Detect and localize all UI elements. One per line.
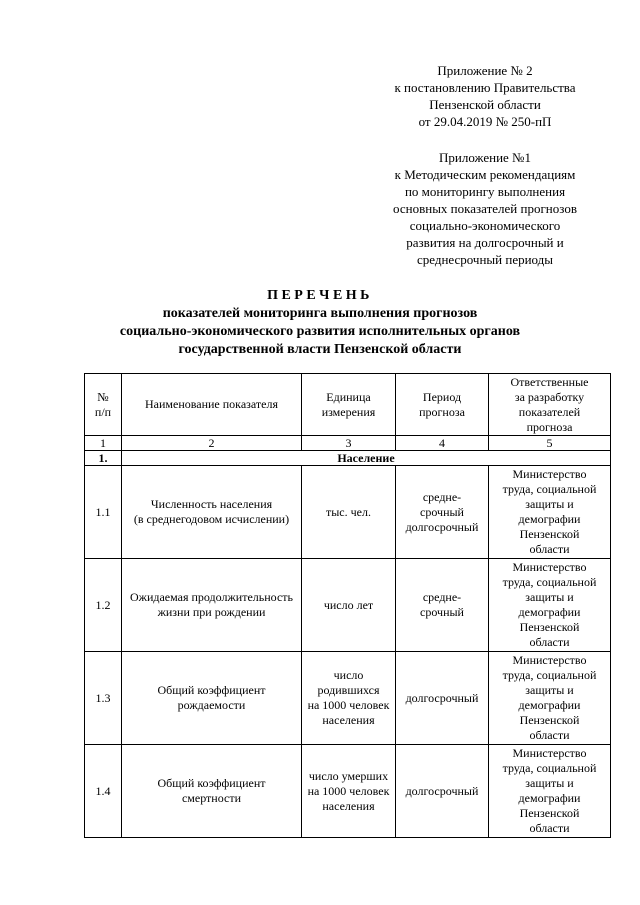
cell-line: труда, социальной bbox=[502, 575, 597, 589]
cell-line: Министерство bbox=[512, 746, 587, 760]
cell-line: прогноза bbox=[419, 404, 465, 419]
indicator-name-cell bbox=[122, 559, 302, 652]
cell-line: области bbox=[529, 821, 570, 835]
row-number-cell: 1.3 bbox=[85, 652, 122, 745]
period-cell bbox=[396, 652, 489, 745]
cell-line: на 1000 человек bbox=[307, 698, 390, 712]
column-number-cell: 1 bbox=[85, 436, 122, 451]
cell-line: долгосрочный bbox=[405, 783, 479, 798]
responsible-cell bbox=[489, 652, 611, 745]
cell-line: долгосрочный bbox=[405, 690, 479, 705]
cell-line: защиты и bbox=[525, 683, 574, 697]
appendix-1-line: к Методическим рекомендациям bbox=[394, 167, 576, 182]
cell-line: Ответственные bbox=[510, 374, 589, 389]
cell-line: № bbox=[97, 389, 109, 404]
cell-line: Пензенской bbox=[519, 806, 580, 820]
subtitle-line: государственной власти Пензенской области bbox=[178, 342, 462, 357]
table-row bbox=[85, 466, 611, 559]
cell-line: смертности bbox=[181, 791, 242, 805]
responsible-cell bbox=[489, 466, 611, 559]
header-cell-name bbox=[122, 374, 302, 436]
period-cell bbox=[396, 466, 489, 559]
cell-line: защиты и bbox=[525, 590, 574, 604]
cell-line: Министерство bbox=[512, 560, 587, 574]
table-body bbox=[85, 374, 611, 838]
table-row bbox=[85, 652, 611, 745]
cell-line: демографии bbox=[518, 605, 581, 619]
cell-line: родившихся bbox=[317, 683, 380, 697]
cell-line: Единица bbox=[326, 389, 371, 404]
cell-line: области bbox=[529, 635, 570, 649]
cell-line: защиты и bbox=[525, 776, 574, 790]
cell-line: области bbox=[529, 728, 570, 742]
cell-line: Период bbox=[422, 389, 462, 404]
cell-line: п/п bbox=[94, 404, 112, 419]
cell-line: Пензенской bbox=[519, 527, 580, 541]
cell-line: средне- bbox=[422, 489, 462, 504]
indicator-name-cell bbox=[122, 466, 302, 559]
indicators-table bbox=[84, 373, 611, 838]
cell-line: демографии bbox=[518, 698, 581, 712]
document-subtitle bbox=[0, 305, 640, 359]
header-cell-responsible bbox=[489, 374, 611, 436]
cell-line: Министерство bbox=[512, 653, 587, 667]
cell-line: Министерство bbox=[512, 467, 587, 481]
indicator-name-cell bbox=[122, 745, 302, 838]
cell-line: демографии bbox=[518, 791, 581, 805]
cell-line: долгосрочный bbox=[405, 519, 479, 534]
cell-line: срочный bbox=[420, 605, 464, 619]
cell-line: Численность населения bbox=[150, 497, 273, 511]
cell-line: число bbox=[333, 668, 364, 682]
unit-cell bbox=[302, 466, 396, 559]
cell-line: измерения bbox=[321, 404, 376, 419]
column-number-cell: 4 bbox=[396, 436, 489, 451]
cell-line: средне- bbox=[422, 590, 462, 604]
appendix-2-line: Пензенской области bbox=[429, 97, 541, 112]
cell-line: Пензенской bbox=[519, 713, 580, 727]
table-header-row bbox=[85, 374, 611, 436]
cell-line: труда, социальной bbox=[502, 482, 597, 496]
cell-line: (в среднегодовом исчислении) bbox=[133, 512, 290, 526]
cell-line: Пензенской bbox=[519, 620, 580, 634]
row-number-cell: 1.4 bbox=[85, 745, 122, 838]
unit-cell bbox=[302, 652, 396, 745]
subtitle-line: показателей мониторинга выполнения прогнозов bbox=[162, 306, 478, 321]
appendix-2-line: от 29.04.2019 № 250-пП bbox=[418, 114, 552, 129]
table-row bbox=[85, 745, 611, 838]
column-number-cell: 3 bbox=[302, 436, 396, 451]
document-title: ПЕРЕЧЕНЬ bbox=[267, 288, 373, 303]
cell-line: показателей bbox=[518, 404, 581, 419]
section-row bbox=[85, 451, 611, 466]
appendix-2-line: к постановлению Правительства bbox=[394, 80, 576, 95]
row-number-cell: 1.2 bbox=[85, 559, 122, 652]
cell-line: Общий коэффициент bbox=[157, 776, 266, 790]
appendix-1-line: среднесрочный периоды bbox=[416, 252, 554, 267]
section-number: 1. bbox=[85, 451, 122, 466]
indicator-name-cell bbox=[122, 652, 302, 745]
period-cell bbox=[396, 559, 489, 652]
appendix-1-block bbox=[360, 149, 610, 268]
row-number-cell: 1.1 bbox=[85, 466, 122, 559]
column-numbers-row bbox=[85, 436, 611, 451]
unit-cell bbox=[302, 559, 396, 652]
header-cell-unit bbox=[302, 374, 396, 436]
cell-line: населения bbox=[322, 798, 375, 813]
cell-line: тыс. чел. bbox=[326, 504, 371, 519]
cell-line: Общий коэффициент bbox=[157, 683, 266, 697]
section-title: Население bbox=[122, 451, 611, 466]
cell-line: за разработку bbox=[514, 389, 585, 404]
cell-line: защиты и bbox=[525, 497, 574, 511]
cell-line: Наименование показателя bbox=[145, 397, 278, 411]
appendix-1-line: Приложение №1 bbox=[439, 150, 531, 165]
appendix-1-line: социально-экономического bbox=[409, 218, 561, 233]
cell-line: демографии bbox=[518, 512, 581, 526]
column-number-cell: 5 bbox=[489, 436, 611, 451]
table-row bbox=[85, 559, 611, 652]
appendix-1-line: развития на долгосрочный и bbox=[406, 235, 564, 250]
cell-line: Ожидаемая продолжительность bbox=[129, 590, 293, 604]
unit-cell bbox=[302, 745, 396, 838]
cell-line: рождаемости bbox=[177, 698, 246, 712]
cell-line: прогноза bbox=[526, 419, 573, 434]
cell-line: населения bbox=[322, 713, 375, 727]
responsible-cell bbox=[489, 745, 611, 838]
cell-line: труда, социальной bbox=[502, 668, 597, 682]
appendix-1-line: основных показателей прогнозов bbox=[393, 201, 577, 216]
appendix-2-line: Приложение № 2 bbox=[437, 63, 533, 78]
header-cell-num bbox=[85, 374, 122, 436]
appendix-1-line: по мониторингу выполнения bbox=[404, 184, 566, 199]
cell-line: труда, социальной bbox=[502, 761, 597, 775]
cell-line: области bbox=[529, 542, 570, 556]
header-cell-period bbox=[396, 374, 489, 436]
cell-line: срочный bbox=[420, 504, 464, 519]
cell-line: жизни при рождении bbox=[157, 605, 266, 619]
period-cell bbox=[396, 745, 489, 838]
appendix-2-block bbox=[360, 62, 610, 130]
cell-line: число лет bbox=[323, 597, 374, 612]
column-number-cell: 2 bbox=[122, 436, 302, 451]
cell-line: на 1000 человек bbox=[307, 783, 390, 798]
responsible-cell bbox=[489, 559, 611, 652]
cell-line: число умерших bbox=[308, 768, 389, 783]
subtitle-line: социально-экономического развития исполнительных органов bbox=[119, 324, 521, 339]
